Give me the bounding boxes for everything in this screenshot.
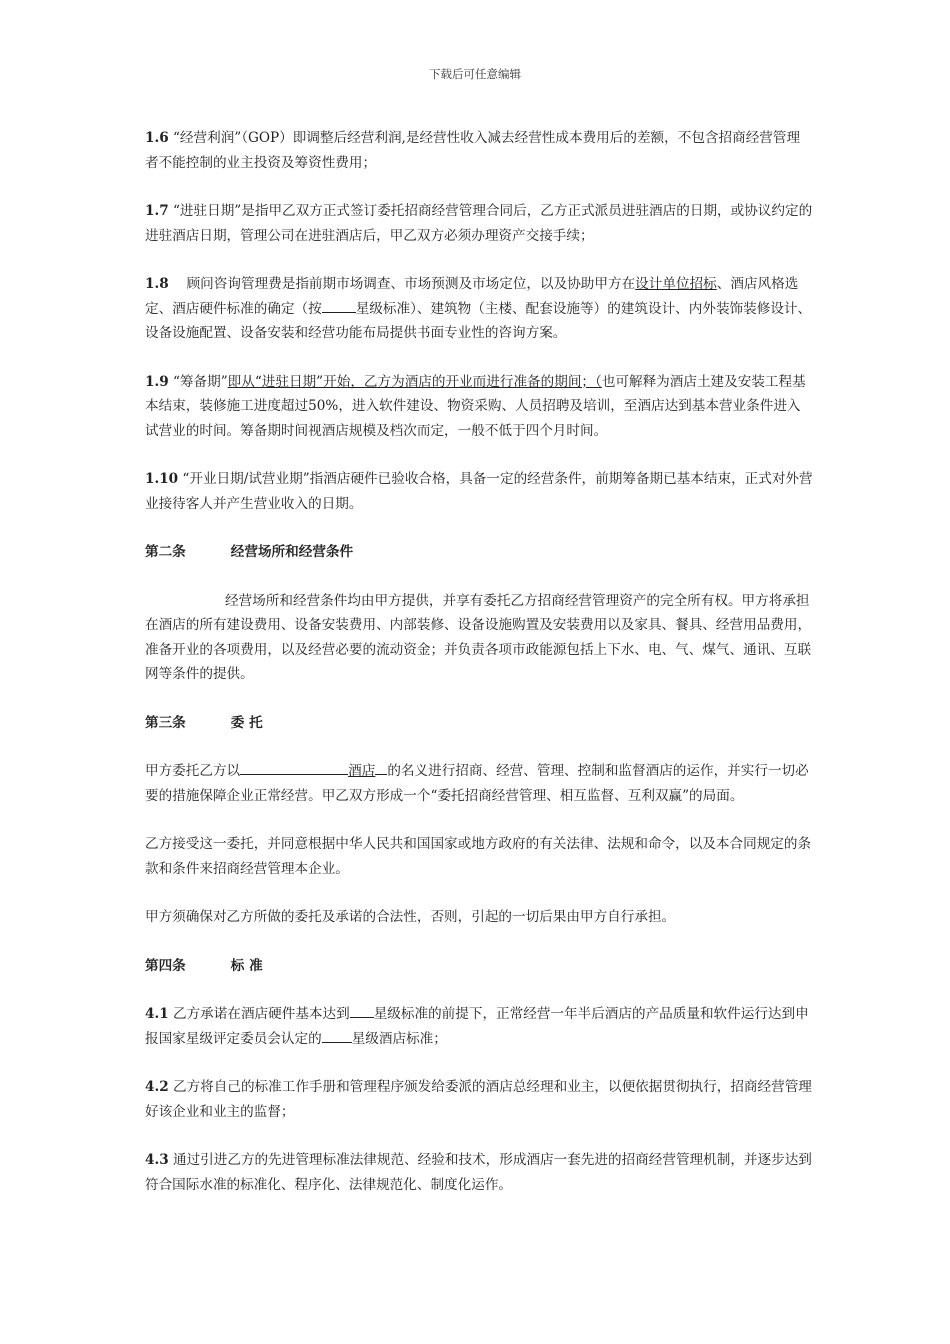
blank-line bbox=[322, 297, 356, 313]
clause-text: “经营利润”（GOP）即调整后经营利润,是经营性收入减去经营性成本费用后的差额，不包含招商经营管理者不能控制的业主投资及筹资性费用； bbox=[145, 130, 801, 171]
clause-number: 4.1 bbox=[145, 1006, 169, 1022]
article-title: 经营场所和经营条件 bbox=[230, 544, 354, 560]
article-2-text: 经营场所和经营条件均由甲方提供，并享有委托乙方招商经营管理资产的完全所有权。甲方将承担在酒店的所有建设费用、设备安装费用、内部装修、设备设施购置及安装费用以及家具、餐具、经营用品费用，准备开业的各项费用，以及经营必要的流动资金；并负责各项市政能源包括上下水、电、气、煤气、通讯、互联网等条件的提供。 bbox=[145, 592, 812, 682]
clause-number: 1.7 bbox=[145, 203, 169, 219]
page-header: 下载后可任意编辑 bbox=[429, 67, 521, 81]
clause-1-8 bbox=[145, 272, 813, 346]
clause-1-10 bbox=[145, 467, 813, 516]
blank-line bbox=[322, 1027, 352, 1043]
clause-text: 乙方承诺在酒店硬件基本达到 bbox=[168, 1006, 350, 1022]
article-3-paragraph-3: 甲方须确保对乙方所做的委托及承诺的合法性，否则，引起的一切后果由甲方自行承担。 bbox=[145, 909, 676, 925]
paragraph-text: 甲方委托乙方以 bbox=[145, 763, 241, 779]
clause-number: 4.3 bbox=[145, 1152, 169, 1168]
article-title: 委 托 bbox=[230, 714, 263, 731]
document-body bbox=[145, 126, 813, 1221]
paragraph-text: 的名义进行招商、经营、管理、控制和监督酒店的运作，并实行一切必要的措施保障企业正常经营。甲乙双方形成一个“委托招商经营管理、相互监督、互利双赢”的局面。 bbox=[145, 763, 809, 804]
clause-text: 也可解释为酒店土建及安装工程基本结束，装修施工进度超过50%，进入软件建设、物资采购、人员招聘及培训，至酒店达到基本营业条件进入试营业的时间。筹备期时间视酒店规模及档次而定，一般不低于四个月时间。 bbox=[145, 373, 806, 439]
clause-number: 1.9 bbox=[145, 373, 169, 390]
blank-line bbox=[350, 1002, 374, 1018]
clause-text: “开业日期/试营业期”指酒店硬件已验收合格，具备一定的经营条件，前期筹备期已基本结束，正式对外营业接待客人并产生营业收入的日期。 bbox=[145, 471, 813, 512]
underlined-text: 设计单位招标 bbox=[635, 276, 717, 292]
clause-text: 星级标准的前提下，正常经营一年半后酒店的产品质量和软件运行达到申报国家星级评定委员会认定的 bbox=[145, 1006, 809, 1047]
article-2-heading bbox=[145, 540, 813, 565]
clause-text: 、酒店风格选定、酒店硬件标准的确定（按 bbox=[145, 276, 799, 317]
clause-4-2 bbox=[145, 1075, 813, 1124]
article-label: 第二条 bbox=[145, 544, 186, 560]
blank-line bbox=[375, 759, 387, 775]
clause-number: 1.8 bbox=[145, 276, 169, 292]
article-3-heading bbox=[145, 711, 813, 736]
clause-number: 1.6 bbox=[145, 130, 169, 146]
blank-line bbox=[240, 759, 348, 775]
clause-text: 通过引进乙方的先进管理标准法律规范、经验和技术，形成酒店一套先进的招商经营管理机制，并逐步达到符合国际水准的标准化、程序化、法律规范化、制度化运作。 bbox=[145, 1152, 812, 1193]
article-title: 标 准 bbox=[230, 957, 263, 974]
article-label: 第四条 bbox=[145, 957, 186, 974]
underlined-text: 即从“进驻日期”开始，乙方为酒店的开业而进行准备的期间；（ bbox=[227, 373, 602, 390]
clause-1-6 bbox=[145, 126, 813, 175]
underlined-text: 酒店 bbox=[348, 763, 376, 779]
article-3-paragraph-1 bbox=[145, 759, 813, 808]
clause-1-9 bbox=[145, 370, 813, 444]
clause-text: 顾问咨询管理费是指前期市场调查、市场预测及市场定位，以及协助甲方在 bbox=[168, 276, 636, 292]
article-label: 第三条 bbox=[145, 714, 186, 731]
clause-text: 星级酒店标准； bbox=[351, 1030, 447, 1047]
clause-1-7 bbox=[145, 199, 813, 248]
clause-text: “筹备期” bbox=[168, 373, 228, 390]
article-3-paragraph-2: 乙方接受这一委托，并同意根据中华人民共和国国家或地方政府的有关法律、法规和命令，以及本合同规定的条款和条件来招商经营管理本企业。 bbox=[145, 836, 812, 877]
clause-number: 1.10 bbox=[145, 471, 179, 487]
clause-number: 4.2 bbox=[145, 1079, 169, 1095]
article-4-heading bbox=[145, 954, 813, 979]
clause-4-3 bbox=[145, 1148, 813, 1197]
clause-text: 乙方将自己的标准工作手册和管理程序颁发给委派的酒店总经理和业主，以便依据贯彻执行，招商经营管理好该企业和业主的监督； bbox=[145, 1079, 812, 1120]
clause-text: “进驻日期”是指甲乙双方正式签订委托招商经营管理合同后，乙方正式派员进驻酒店的日期，或协议约定的进驻酒店日期，管理公司在进驻酒店后，甲乙双方必须办理资产交接手续； bbox=[145, 203, 813, 244]
clause-text: 星级标准）、建筑物（主楼、配套设施等）的建筑设计、内外装饰装修设计、设备设施配置、设备安装和经营功能布局提供书面专业性的咨询方案。 bbox=[145, 300, 812, 341]
clause-4-1 bbox=[145, 1002, 813, 1051]
